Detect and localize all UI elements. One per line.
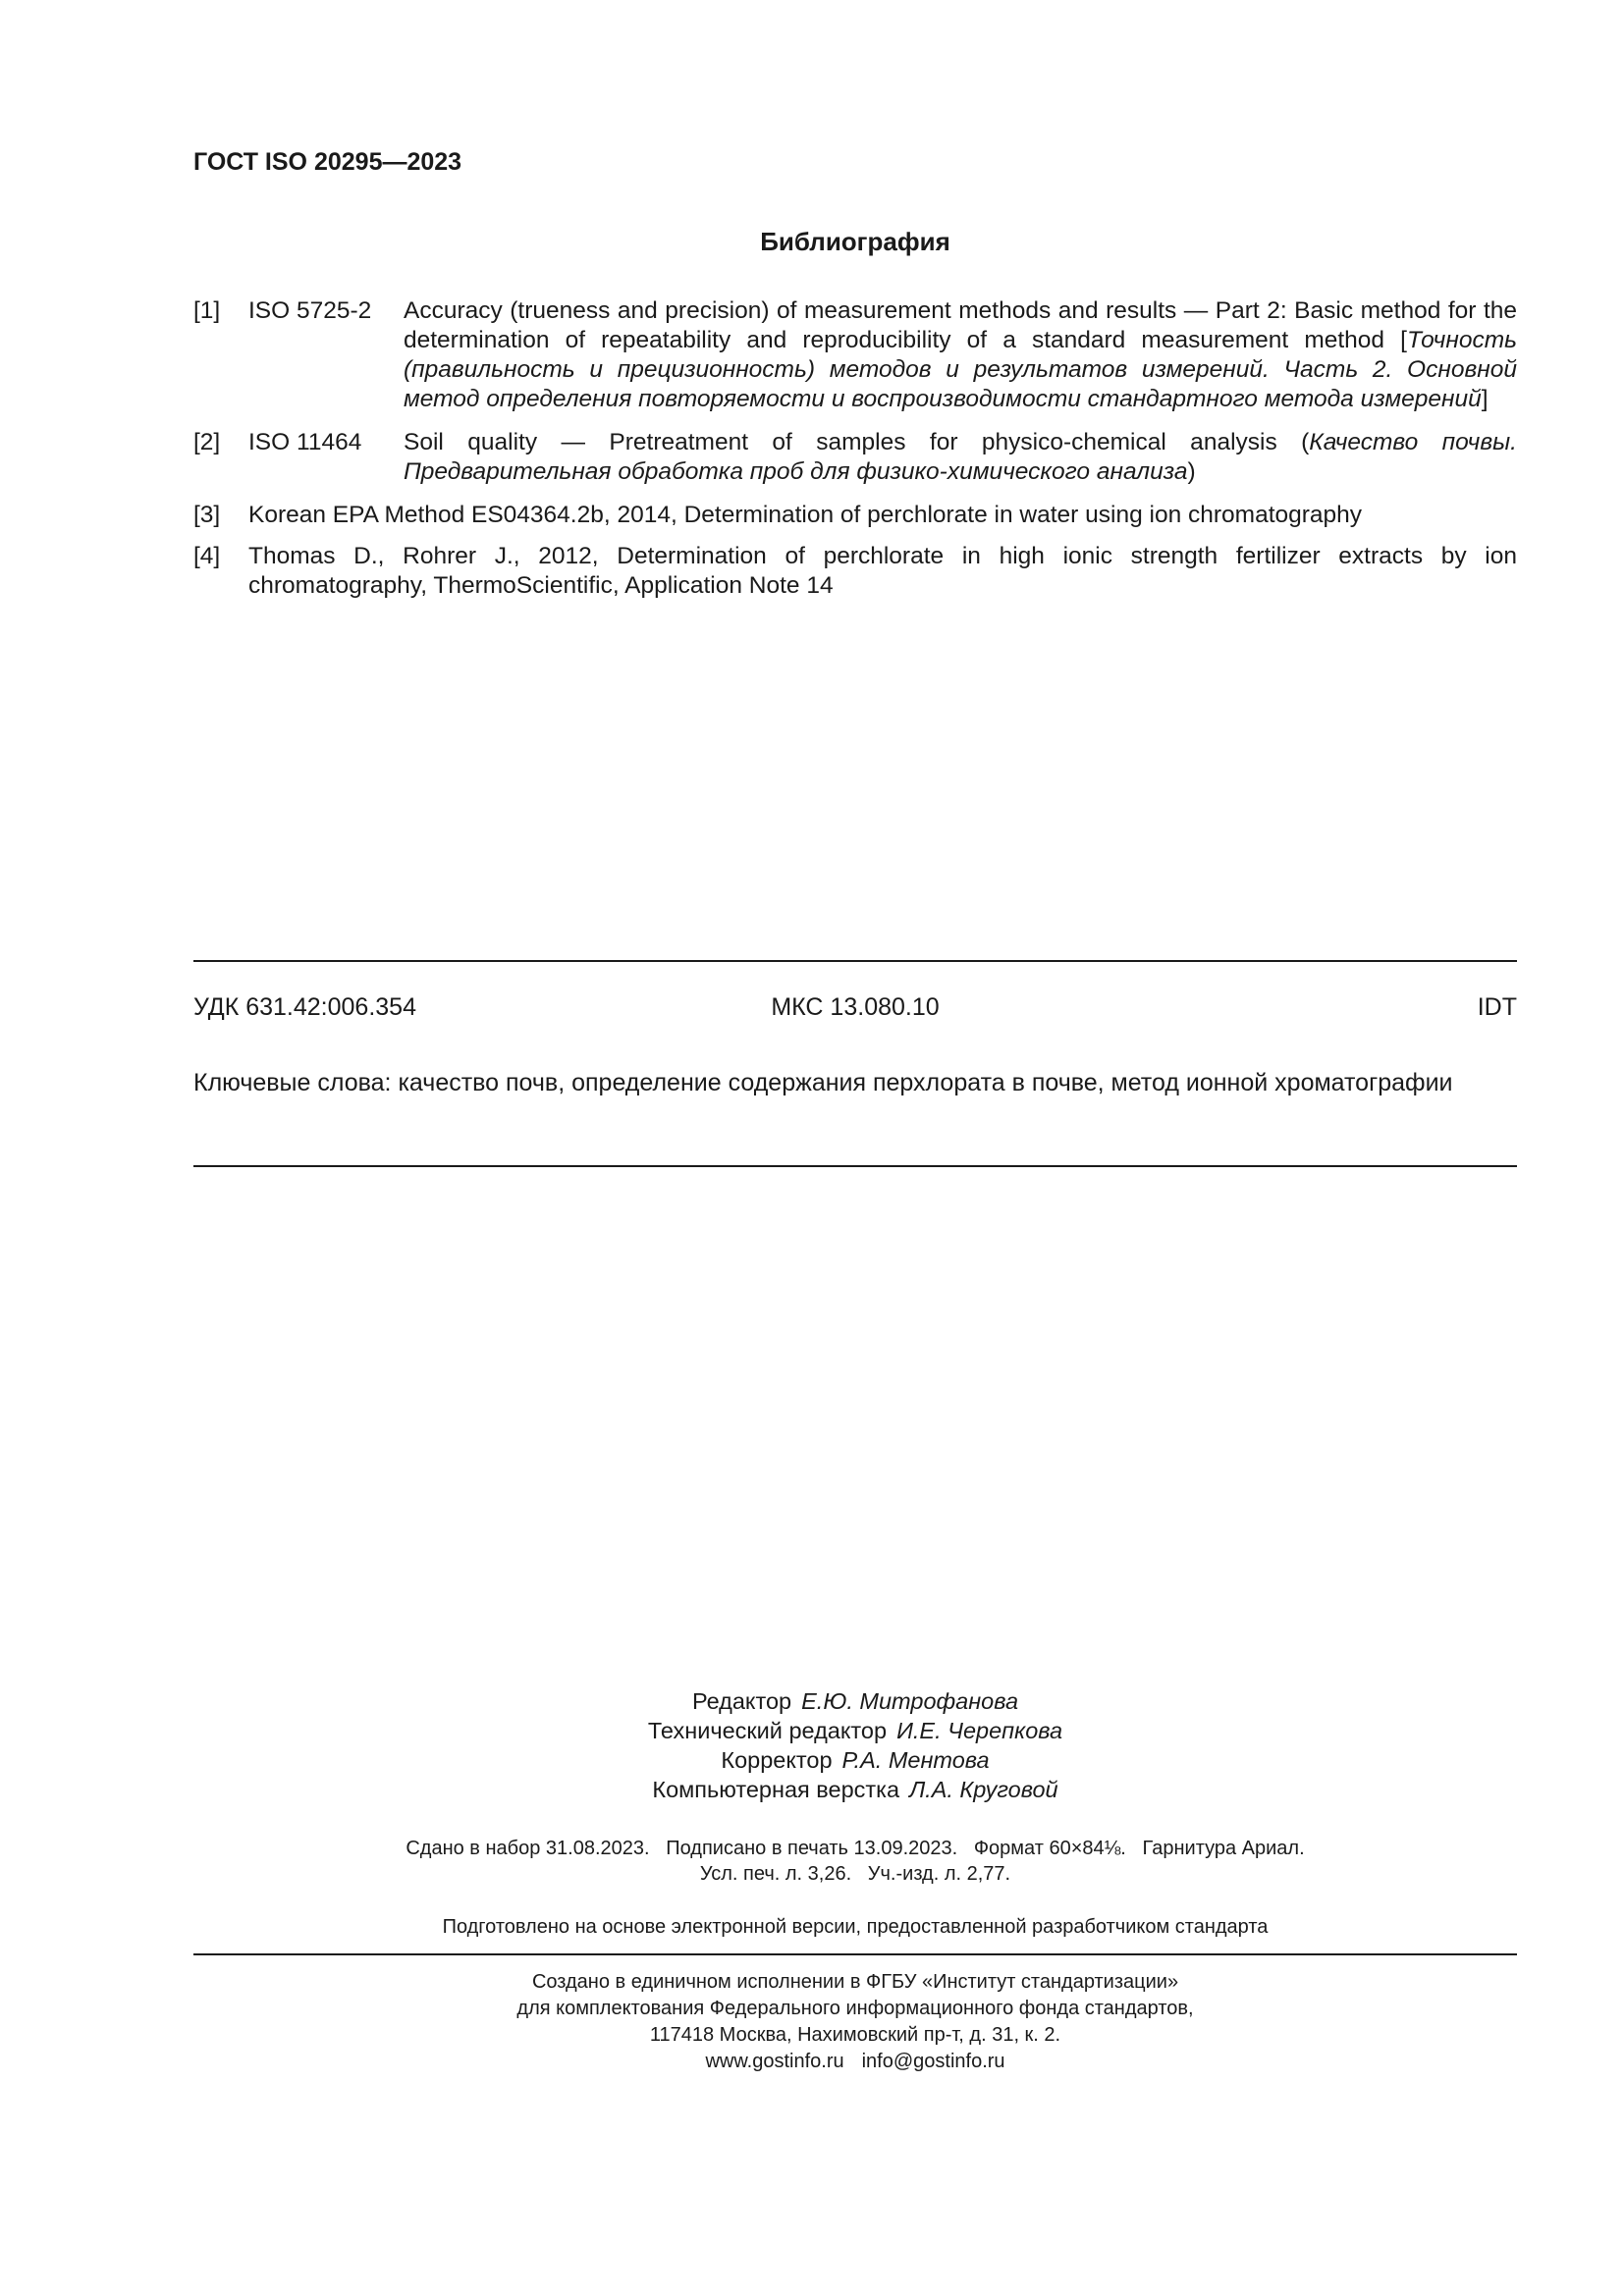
credit-role: Редактор [691, 1688, 792, 1714]
prepared-note: Подготовлено на основе электронной версии, предоставленной разработчиком стандарта [442, 1916, 1269, 1938]
created-block [193, 1969, 1517, 2075]
reference-number: [4] [193, 543, 221, 569]
divider [193, 1165, 1517, 1167]
bibliography-title: Библиография [760, 227, 950, 256]
credit-layout [193, 1775, 1517, 1804]
reference-number: [3] [193, 502, 221, 528]
credits-block [193, 1686, 1517, 1804]
reference-item [193, 542, 1517, 601]
reference-title: Soil quality — Pretreatment of samples for physico-chemical analysis ( [404, 429, 1310, 455]
credit-name: Р.А. Ментова [841, 1747, 990, 1773]
credit-name: Е.Ю. Митрофанова [801, 1688, 1019, 1714]
reference-close: ) [1187, 458, 1196, 485]
reference-standard: ISO 11464 [248, 429, 362, 455]
classification-row [193, 993, 1517, 1025]
reference-standard: ISO 5725-2 [248, 297, 372, 324]
credit-editor [193, 1686, 1517, 1716]
document-code: ГОСТ ISO 20295—2023 [193, 148, 462, 176]
credit-role: Корректор [721, 1747, 833, 1773]
reference-translation: Качество почвы. Предварительная обработка проб для физико-химического анализа [404, 429, 1517, 485]
reference-item [193, 501, 1517, 530]
credit-name: И.Е. Черепкова [896, 1718, 1063, 1743]
credit-corrector [193, 1745, 1517, 1775]
idt-mark: IDT [1477, 993, 1517, 1021]
udk-code: УДК 631.42:006.354 [193, 993, 416, 1021]
reference-translation: Точность (правильность и прецизионность) методов и результатов измерений. Часть 2. Основной метод определения повторяемости и воспроизводимости стандартного метода измерений [404, 327, 1517, 412]
divider [193, 1953, 1517, 1955]
credit-role: Компьютерная верстка [652, 1777, 900, 1802]
created-line: 117418 Москва, Нахимовский пр-т, д. 31, к. 2. [649, 2024, 1061, 2046]
credit-tech-editor [193, 1716, 1517, 1745]
mks-code: МКС 13.080.10 [771, 993, 940, 1021]
print-info-line: Усл. печ. л. 3,26. Уч.-изд. л. 2,77. [699, 1863, 1011, 1885]
reference-item [193, 296, 1517, 414]
reference-item [193, 428, 1517, 487]
reference-number: [1] [193, 297, 221, 324]
reference-text [404, 296, 1517, 414]
credit-role: Технический редактор [647, 1718, 888, 1743]
reference-title: Accuracy (trueness and precision) of measurement methods and results — Part 2: Basic method for the determination of repeatability and reproducibility of a standard measurement method [ [404, 297, 1517, 353]
created-line: Создано в единичном исполнении в ФГБУ «Институт стандартизации» [531, 1971, 1179, 1993]
reference-close: ] [1481, 386, 1489, 412]
credit-name: Л.А. Круговой [909, 1777, 1058, 1802]
reference-number: [2] [193, 429, 221, 455]
print-info-line: Сдано в набор 31.08.2023. Подписано в печать 13.09.2023. Формат 60×84⅛. Гарнитура Ариал. [406, 1838, 1305, 1859]
website-link[interactable]: www.gostinfo.ru [705, 2051, 844, 2072]
reference-text: Korean EPA Method ES04364.2b, 2014, Determination of perchlorate in water using ion chromatography [248, 502, 1363, 528]
email-link[interactable]: info@gostinfo.ru [861, 2051, 1005, 2072]
created-line: для комплектования Федерального информационного фонда стандартов, [516, 1998, 1194, 2019]
keywords: Ключевые слова: качество почв, определение содержания перхлората в почве, метод ионной хроматографии [193, 1069, 1453, 1096]
reference-text: Thomas D., Rohrer J., 2012, Determination of perchlorate in high ionic strength fertilizer extracts by ion chromatography, ThermoScientific, Application Note 14 [248, 543, 1517, 599]
divider [193, 960, 1517, 962]
print-info [193, 1836, 1517, 1887]
reference-text [404, 428, 1517, 487]
contacts-line [193, 2049, 1517, 2075]
